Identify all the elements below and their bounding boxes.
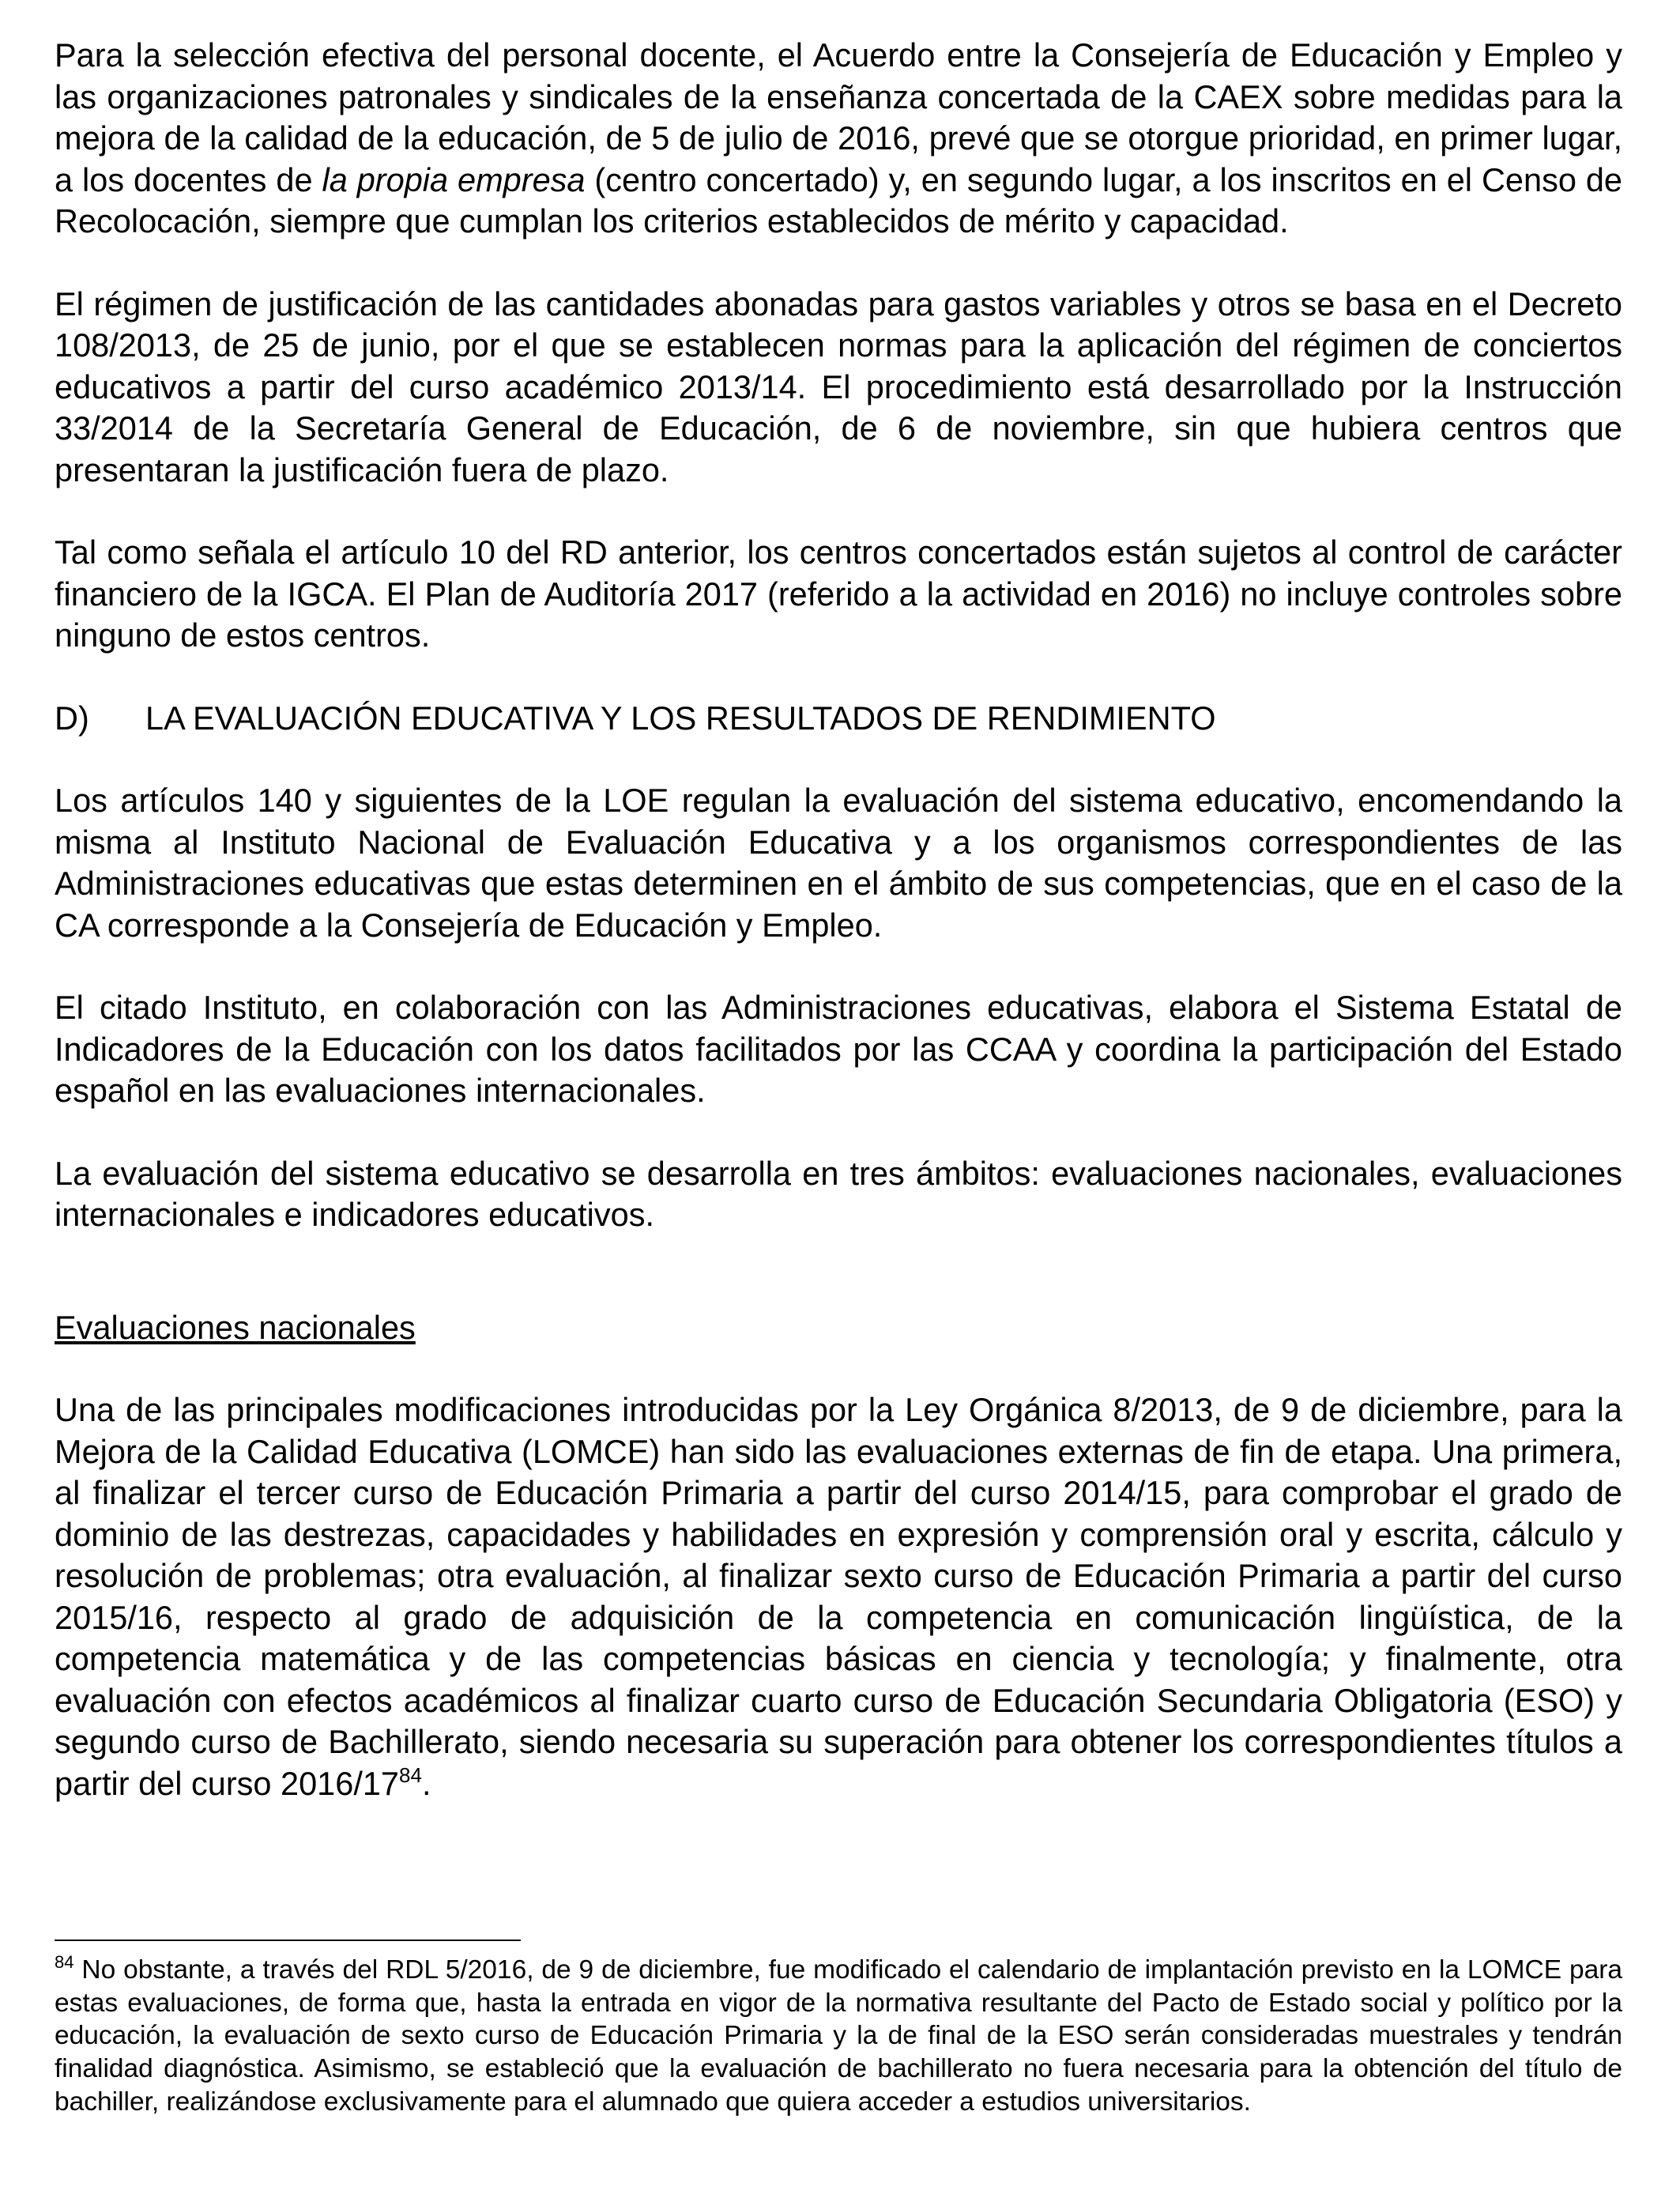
footnote-text: No obstante, a través del RDL 5/2016, de 9 de diciembre, fue modificado el calendario de implantación previsto en la LOMCE para estas evaluaciones, de forma que, hasta la entrada en vigor de la normativa resultante del Pacto de Estado social y político por la educación, la evaluación de sexto curso de Educación Primaria y la de final de la ESO serán consideradas muestrales y tendrán finalidad diagnóstica. Asimismo, se estableció que la evaluación de bachillerato no fuera necesaria para la obtención del título de bachiller, realizándose exclusivamente para el alumnado que quiera acceder a estudios universitarios.	[55, 1955, 1622, 2117]
paragraph-text: (centro concertado) y, en segundo lugar, a los inscritos en el Censo de Recolocación, siempre que cumplan los criterios establecidos de mérito y capacidad.	[55, 160, 1623, 239]
section-title: LA EVALUACIÓN EDUCATIVA Y LOS RESULTADOS DE RENDIMIENTO	[145, 699, 1216, 737]
footnote-reference[interactable]: 84	[399, 1762, 422, 1787]
document-body	[55, 35, 1622, 1845]
paragraph-institute: El citado Instituto, en colaboración con las Administraciones educativas, elabora el Sistema Estatal de Indicadores de la Educación con los datos facilitados por las CCAA y coordina la participación del Estado español en las evaluaciones internacionales.	[55, 989, 1622, 1109]
paragraph-justification-regime: El régimen de justificación de las cantidades abonadas para gastos variables y otros se basa en el Decreto 108/2013, de 25 de junio, por el que se establecen normas para la aplicación del régimen de conciertos educativos a partir del curso académico 2013/14. El procedimiento está desarrollado por la Instrucción 33/2014 de la Secretaría General de Educación, de 6 de noviembre, sin que hubiera centros que presentaran la justificación fuera de plazo.	[55, 285, 1622, 488]
footnote	[55, 1954, 1622, 2119]
paragraph-financial-control: Tal como señala el artículo 10 del RD anterior, los centros concertados están sujetos al control de carácter financiero de la IGCA. El Plan de Auditoría 2017 (referido a la actividad en 2016) no incluye controles sobre ninguno de estos centros.	[55, 533, 1622, 654]
section-heading	[55, 698, 1622, 740]
paragraph-lomce	[55, 1389, 1622, 1804]
paragraph-loe-articles: Los artículos 140 y siguientes de la LOE regulan la evaluación del sistema educativo, encomendando la misma al Instituto Nacional de Evaluación Educativa y a los organismos correspondientes de las Administraciones educativas que estas determinen en el ámbito de sus competencias, que en el caso de la CA corresponde a la Consejería de Educación y Empleo.	[55, 782, 1622, 944]
paragraph-personnel-selection	[55, 35, 1622, 243]
footnote-separator	[55, 1940, 521, 1941]
subheading-national-evaluations: Evaluaciones nacionales	[55, 1308, 416, 1346]
section-letter: D)	[55, 699, 89, 737]
paragraph-text: Para la selección efectiva del personal docente, el Acuerdo entre la Consejería de Educación y Empleo y las organizaciones patronales y sindicales de la enseñanza concertada de la CAEX sobre medidas para la mejora de la calidad de la educación, de 5 de julio de 2016, prevé que se otorgue prioridad, en primer lugar, a los docentes de	[55, 36, 1622, 198]
paragraph-text: Una de las principales modificaciones introducidas por la Ley Orgánica 8/2013, de 9 de diciembre, para la Mejora de la Calidad Educativa (LOMCE) han sido las evaluaciones externas de fin de etapa. Una primera, al finalizar el tercer curso de Educación Primaria a partir del curso 2014/15, para comprobar el grado de dominio de las destrezas, capacidades y habilidades en expresión y comprensión oral y escrita, cálculo y resolución de problemas; otra evaluación, al finalizar sexto curso de Educación Primaria a partir del curso 2015/16, respecto al grado de adquisición de la competencia en comunicación lingüística, de la competencia matemática y de las competencias básicas en ciencia y tecnología; y finalmente, otra evaluación con efectos académicos al finalizar cuarto curso de Educación Secundaria Obligatoria (ESO) y segundo curso de Bachillerato, siendo necesaria su superación para obtener los correspondientes títulos a partir del curso 2016/17	[55, 1391, 1622, 1802]
paragraph-end: .	[421, 1764, 431, 1802]
italic-phrase: la propia empresa	[322, 160, 586, 198]
paragraph-evaluation-scopes: La evaluación del sistema educativo se desarrolla en tres ámbitos: evaluaciones nacionales, evaluaciones internacionales e indicadores educativos.	[55, 1154, 1622, 1233]
footnote-number: 84	[55, 1952, 74, 1972]
